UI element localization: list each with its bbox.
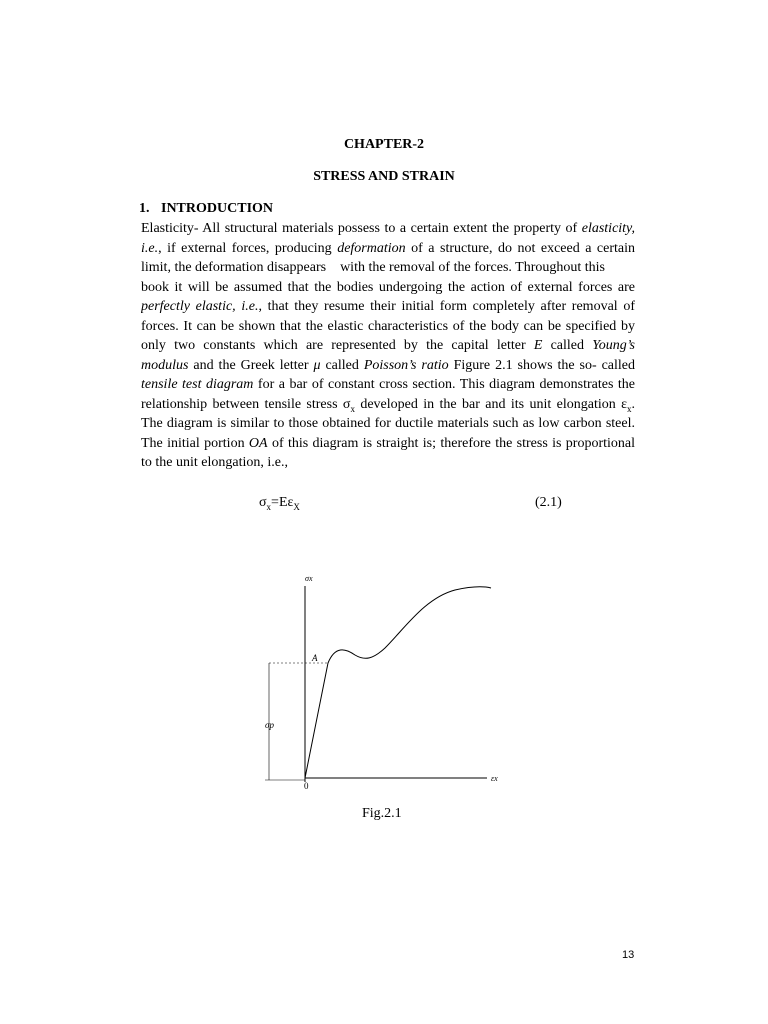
chapter-title: STRESS AND STRAIN (313, 169, 455, 184)
paragraph-line (141, 395, 635, 415)
sigma-p-label: σp (265, 720, 274, 730)
text-run: called (542, 338, 593, 353)
text-run: Elasticity- All structural materials possess to a certain extent the property of (141, 221, 582, 236)
paragraph-line (141, 239, 635, 259)
point-a-label: A (312, 653, 318, 663)
text-run: elasticity, (581, 221, 635, 236)
text-run: limit, the deformation disappears with the removal of the forces. Throughout this (141, 260, 605, 275)
text-run: to the unit elongation, i.e., (141, 455, 288, 470)
text-run: forces. It can be shown that the elastic characteristics of the body can be specified by (141, 318, 635, 334)
text-run: The initial portion (141, 435, 249, 451)
text-run: E (533, 338, 543, 353)
text-run: , that they resume their initial form completely after removal of (258, 299, 635, 314)
paragraph-line (141, 336, 635, 356)
paragraph-line (141, 375, 635, 395)
paragraph-line (141, 219, 635, 239)
section-number: 1. (139, 201, 150, 216)
page-number: 13 (622, 949, 635, 961)
text-run: developed in the bar and its unit elongation ε (354, 396, 627, 412)
text-run: of a structure, do not exceed a certain (405, 240, 635, 256)
paragraph-line (141, 356, 635, 376)
text-run: deformation (337, 240, 406, 256)
text-run: for a bar of constant cross section. This diagram demonstrates the (253, 377, 635, 392)
text-run: x (350, 403, 355, 414)
text-run: OA (248, 435, 268, 451)
paragraph-line (141, 278, 635, 298)
paragraph-line (141, 317, 635, 337)
text-run: x (626, 403, 632, 414)
tensile-test-diagram (255, 568, 515, 798)
text-run: μ (313, 357, 321, 373)
text-run: modulus (141, 357, 189, 373)
paragraph-line (141, 258, 635, 278)
equation-term: =Eε (271, 495, 294, 510)
text-run: Poisson’s ratio (363, 357, 449, 373)
introduction-paragraph (141, 219, 635, 473)
chapter-heading: CHAPTER-2 (343, 137, 425, 152)
section-title: INTRODUCTION (161, 201, 274, 216)
text-run: of this diagram is straight is; therefore the stress is proportional (267, 435, 635, 451)
x-axis-label: εx (491, 774, 498, 783)
figure-caption: Fig.2.1 (362, 806, 402, 821)
text-run: relationship between tensile stress σ (141, 396, 351, 412)
paragraph-line (141, 434, 635, 454)
text-run: book it will be assumed that the bodies undergoing the action of external forces are (141, 279, 635, 295)
equation (259, 495, 300, 512)
text-run: . (631, 396, 635, 412)
text-run: Young’s (592, 338, 635, 353)
text-run: , if external forces, producing (158, 240, 338, 256)
text-run: called (320, 357, 364, 373)
paragraph-line (141, 453, 635, 473)
equation-number: (2.1) (535, 495, 562, 510)
equation-subscript: x (266, 501, 272, 512)
paragraph-line (141, 297, 635, 317)
equation-subscript: X (293, 501, 300, 512)
text-run: Figure 2.1 shows the so- called (448, 357, 635, 373)
origin-label: 0 (304, 781, 309, 791)
text-run: The diagram is similar to those obtained for ductile materials such as low carbon steel. (141, 416, 635, 431)
text-run: tensile test diagram (141, 377, 254, 392)
paragraph-line (141, 414, 635, 434)
stress-strain-curve (305, 587, 491, 778)
text-run: perfectly elastic, i.e. (141, 299, 259, 314)
text-run: only two constants which are represented by the capital letter (141, 338, 534, 353)
text-run: i.e. (141, 240, 159, 256)
text-run: and the Greek letter (188, 357, 314, 373)
section-heading (139, 201, 273, 217)
y-axis-label: σx (305, 574, 313, 583)
equation-term: σ (259, 495, 267, 510)
